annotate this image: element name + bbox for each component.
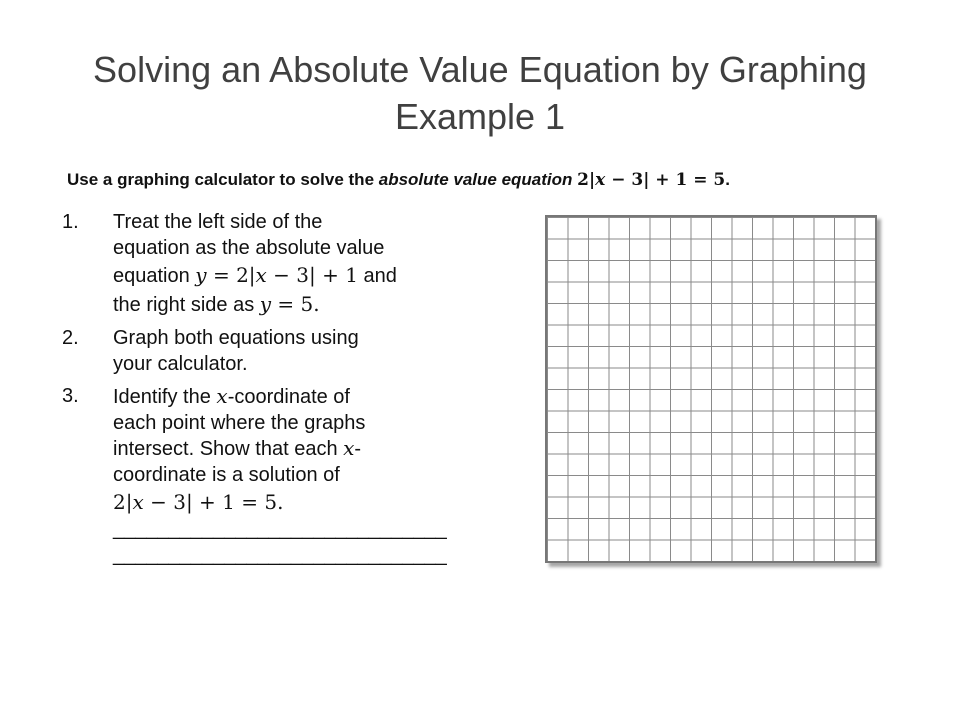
- step-number: 3.: [62, 385, 79, 407]
- step-1: [62, 210, 482, 319]
- step-body: [113, 326, 482, 377]
- step-2-line-2: [113, 352, 482, 378]
- step-3-line-4: [113, 463, 482, 489]
- step-text: each point where the graphs: [113, 411, 366, 434]
- step-body: [113, 210, 482, 319]
- step-text: intersect. Show that each: [113, 438, 344, 460]
- step-text: your calculator.: [113, 352, 248, 375]
- answer-blank: ______________________________: [113, 518, 447, 540]
- step-1-line-3: [113, 261, 482, 290]
- equation-part: 2|: [577, 170, 596, 190]
- math-variable: x: [255, 263, 267, 287]
- step-text: Identify the: [113, 386, 217, 408]
- step-text: equation: [113, 265, 196, 287]
- instruction-end: .: [725, 170, 730, 189]
- step-body: [113, 384, 482, 568]
- instruction-emphasis: absolute value equation: [378, 170, 573, 189]
- answer-blank: ______________________________: [113, 543, 447, 566]
- instruction-text: [67, 169, 730, 191]
- equation-part: − 3| + 1 = 5: [605, 170, 726, 190]
- step-1-line-1: [113, 210, 482, 236]
- step-text: and: [357, 265, 397, 287]
- math-expression: 2|: [113, 490, 133, 514]
- answer-blank-line-1: [113, 517, 482, 543]
- answer-blank-line-2: [113, 543, 482, 569]
- step-text: coordinate is a solution of: [113, 463, 340, 486]
- step-1-line-4: [113, 290, 482, 319]
- step-3-line-5: [113, 488, 482, 517]
- step-text: Graph both equations using: [113, 327, 359, 349]
- math-expression: = 2|: [206, 263, 256, 287]
- step-text: Treat the left side of the: [113, 211, 323, 233]
- math-variable: y: [259, 292, 272, 316]
- step-number: 2.: [62, 327, 79, 349]
- step-text: the right side as: [113, 294, 260, 316]
- step-2-line-1: [113, 326, 482, 352]
- step-number: 1.: [62, 211, 79, 233]
- instruction-lead: Use a graphing calculator to solve the: [67, 170, 379, 189]
- math-variable: x: [343, 436, 355, 460]
- step-1-line-2: [113, 236, 482, 262]
- step-2: [62, 326, 482, 377]
- step-3-line-1: [113, 384, 482, 411]
- slide-title-line-1: Solving an Absolute Value Equation by Graphing: [93, 49, 867, 90]
- math-expression: − 3| + 1 = 5: [143, 490, 278, 514]
- math-expression: = 5: [271, 292, 314, 316]
- math-variable: y: [195, 263, 207, 287]
- steps-list: [62, 210, 482, 568]
- graph-paper-grid: [545, 215, 877, 563]
- math-period: .: [277, 490, 284, 514]
- math-expression: − 3| + 1: [266, 263, 358, 287]
- math-variable: x: [595, 170, 606, 190]
- math-variable: x: [132, 490, 144, 514]
- step-3-line-3: [113, 436, 482, 463]
- slide-title: [0, 46, 960, 140]
- math-variable: x: [216, 384, 228, 408]
- step-text: -coordinate of: [227, 386, 350, 408]
- step-3: [62, 384, 482, 568]
- math-period: .: [313, 292, 320, 316]
- slide-title-line-2: Example 1: [394, 96, 566, 137]
- step-3-line-2: [113, 411, 482, 437]
- step-text: -: [354, 438, 362, 460]
- step-text: equation as the absolute value: [113, 236, 385, 259]
